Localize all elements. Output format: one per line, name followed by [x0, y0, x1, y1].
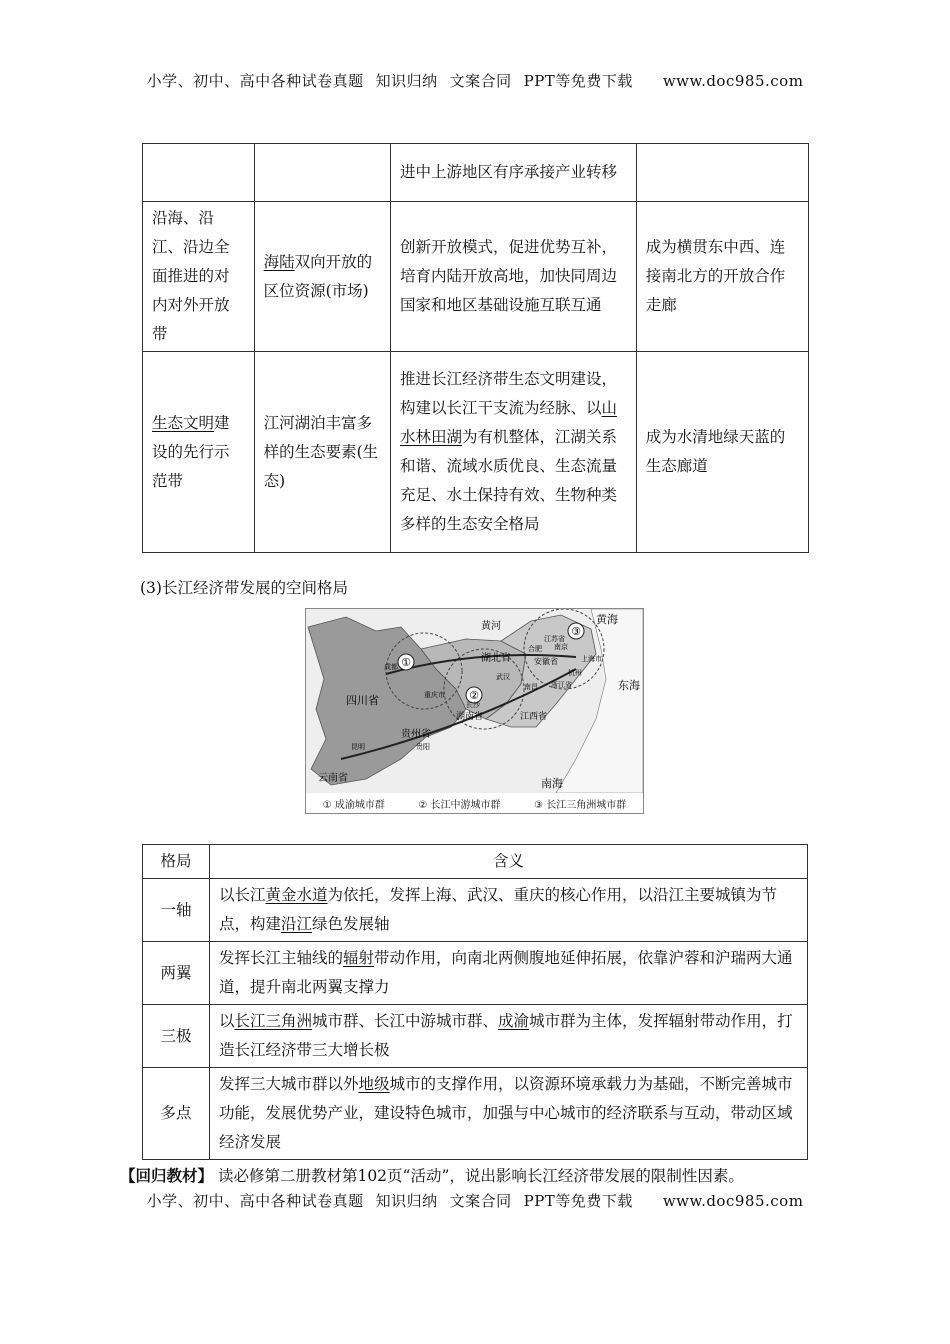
- table-row: [143, 879, 808, 942]
- table-cell: [143, 352, 255, 553]
- map-legend: [306, 793, 643, 813]
- table-cell: 成为横贯东中西、连接南北方的开放合作走廊: [636, 202, 808, 352]
- legend-item: ① 成渝城市群: [322, 799, 385, 811]
- city-label: 南昌: [524, 683, 538, 691]
- cell-text: 带动作用，向南北两侧腹地延伸拓展，依靠沪蓉和沪瑞两大通道，提升南北两翼支撑力: [219, 949, 793, 996]
- marker-label: ③: [571, 625, 581, 638]
- cell-text: 发挥三大城市群以外: [219, 1075, 359, 1093]
- city-label: 贵阳: [416, 743, 430, 751]
- column-header: 格局: [143, 845, 210, 879]
- underlined-term: 黄金水道: [265, 886, 328, 904]
- province-label: 四川省: [346, 694, 379, 707]
- cell-text: 以: [219, 1012, 235, 1030]
- header-categories: 小学、初中、高中各种试卷真题: [146, 72, 364, 90]
- city-label: 上海市: [581, 655, 602, 663]
- table-cell: [143, 144, 255, 202]
- table-cell: [210, 1068, 808, 1160]
- province-label: 重庆市: [424, 691, 445, 699]
- table-cell: 进中上游地区有序承接产业转移: [391, 144, 637, 202]
- legend-item: ③ 长江三角洲城市群: [534, 799, 627, 811]
- review-text: 读必修第二册教材第102页“活动”，说出影响长江经济带发展的限制性因素。: [217, 1167, 744, 1185]
- legend-item: ② 长江中游城市群: [418, 799, 501, 811]
- table-cell: [636, 144, 808, 202]
- row-key: 多点: [143, 1068, 210, 1160]
- table-row: [143, 352, 809, 553]
- cell-text: 城市群为主体，发挥辐射带动作用，打造长江经济带三大增长极: [219, 1012, 793, 1059]
- footer-item: PPT等免费下载: [523, 1192, 633, 1210]
- review-prompt: [120, 1164, 744, 1186]
- river-label: 黄河: [481, 621, 501, 632]
- column-header: 含义: [210, 845, 808, 879]
- footer-item: 知识归纳: [375, 1192, 438, 1210]
- table-cell: 创新开放模式，促进优势互补，培育内陆开放高地，加快同周边国家和地区基础设施互联互通: [391, 202, 637, 352]
- row-key: 一轴: [143, 879, 210, 942]
- yangtze-map: [305, 608, 644, 814]
- marker-label: ②: [469, 689, 479, 702]
- page-header: [0, 70, 950, 91]
- city-label: 长沙: [466, 701, 480, 709]
- table-cell: 江河湖泊丰富多样的生态要素(生态): [254, 352, 390, 553]
- marker-label: ①: [401, 656, 411, 669]
- underlined-term: 成渝: [498, 1012, 530, 1030]
- cell-text: 建设的先行示范带: [152, 413, 230, 490]
- table-row: [143, 1005, 808, 1068]
- province-label: 贵州省: [401, 729, 431, 740]
- underlined-term: 山水林田湖: [400, 399, 618, 446]
- table-cell: 成为水清地绿天蓝的生态廊道: [636, 352, 808, 553]
- page-footer: [0, 1190, 950, 1211]
- city-label: 南京: [554, 643, 568, 651]
- underlined-term: 辐射: [343, 949, 375, 967]
- underlined-term: 海陆: [263, 252, 295, 271]
- province-label: 湖南省: [456, 712, 484, 722]
- province-label: 云南省: [318, 773, 348, 784]
- city-label: 合肥: [528, 645, 542, 653]
- province-label: 浙江省: [551, 681, 572, 689]
- city-label: 成都: [384, 663, 398, 671]
- underlined-term: 地级: [358, 1075, 390, 1093]
- table-header-row: [143, 845, 808, 879]
- sea-label: 东海: [618, 679, 640, 692]
- table-cell: [254, 144, 390, 202]
- section-title: (3)长江经济带发展的空间格局: [140, 579, 348, 597]
- cell-text: 发挥长江主轴线的: [219, 949, 344, 967]
- underlined-term: 沿江: [281, 915, 313, 933]
- table-cell: [210, 879, 808, 942]
- table-cell: [210, 942, 808, 1005]
- cell-text: 推进长江经济带生态文明建设，构建以长江干支流为经脉、以: [400, 370, 618, 417]
- province-label: 湖北省: [481, 653, 511, 664]
- cell-text: 以长江: [219, 886, 266, 904]
- province-label: 安徽省: [534, 657, 558, 666]
- header-url[interactable]: www.doc985.com: [662, 72, 804, 90]
- header-item: 文案合同: [449, 72, 512, 90]
- pattern-table: [142, 844, 808, 1160]
- cell-text: 双向开放的区位资源(市场): [263, 252, 373, 300]
- city-label: 杭州: [568, 669, 582, 677]
- province-label: 江西省: [520, 712, 548, 722]
- table-cell: [391, 352, 637, 553]
- cell-text: 为有机整体，江湖关系和谐、流域水质优良、生态流量充足、水土保持有效、生物种类多样的生态安全格局: [400, 428, 618, 533]
- strategy-table: [142, 143, 809, 553]
- row-key: 两翼: [143, 942, 210, 1005]
- sea-label: 南海: [541, 777, 563, 790]
- cell-text: 城市群、长江中游城市群、: [312, 1012, 499, 1030]
- table-row: [143, 942, 808, 1005]
- sea-label: 黄海: [596, 613, 618, 626]
- footer-url[interactable]: www.doc985.com: [662, 1192, 804, 1210]
- cluster-marker: [398, 654, 414, 670]
- table-cell: 沿海、沿江、沿边全面推进的对内对外开放带: [143, 202, 255, 352]
- cell-text: 绿色发展轴: [312, 915, 390, 933]
- cluster-marker: [568, 623, 584, 639]
- underlined-term: 生态文明: [152, 413, 215, 432]
- table-row: [143, 144, 809, 202]
- table-cell: [254, 202, 390, 352]
- underlined-term: 长江三角洲: [234, 1012, 313, 1030]
- cell-text: 城市的支撑作用，以资源环境承载力为基础，不断完善城市功能，发展优势产业，建设特色城市，加强与中心城市的经济联系与互动，带动区域经济发展: [219, 1075, 793, 1151]
- footer-item: 文案合同: [449, 1192, 512, 1210]
- table-row: [143, 202, 809, 352]
- header-item: 知识归纳: [375, 72, 438, 90]
- row-key: 三极: [143, 1005, 210, 1068]
- province-label: 江苏省: [544, 635, 565, 643]
- map-drawing: [306, 609, 643, 793]
- header-item: PPT等免费下载: [523, 72, 633, 90]
- table-row: [143, 1068, 808, 1160]
- review-tag: 【回归教材】: [120, 1166, 214, 1185]
- table-cell: [210, 1005, 808, 1068]
- city-label: 昆明: [351, 743, 365, 751]
- city-label: 武汉: [496, 673, 510, 681]
- footer-categories: 小学、初中、高中各种试卷真题: [146, 1192, 364, 1210]
- cell-text: 为依托，发挥上海、武汉、重庆的核心作用，以沿江主要城镇为节点，构建: [219, 886, 778, 933]
